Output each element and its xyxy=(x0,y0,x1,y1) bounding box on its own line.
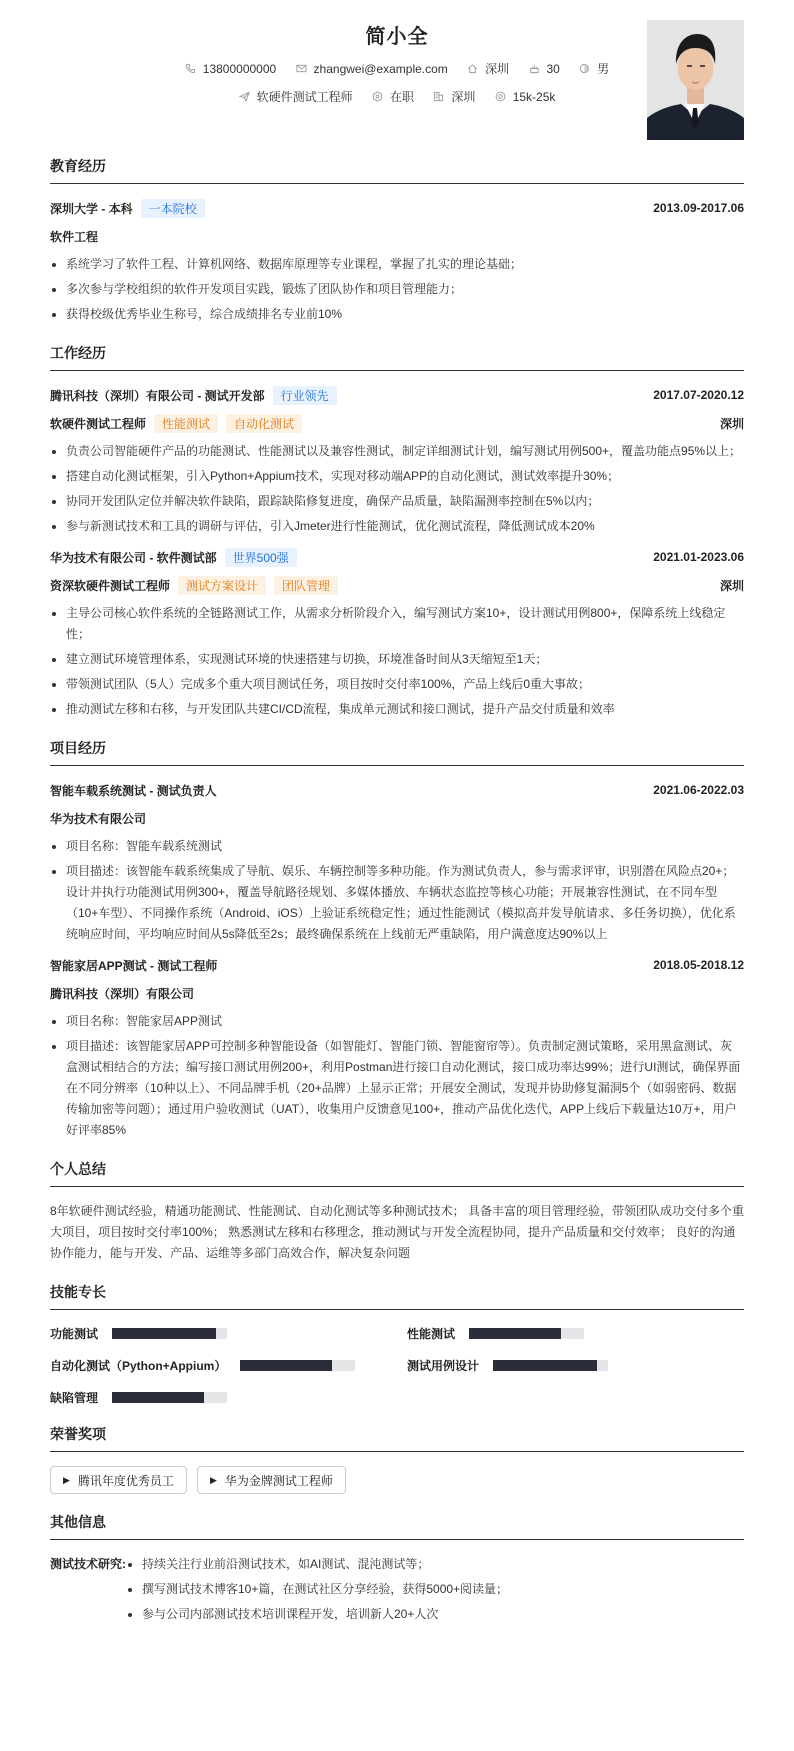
email-text: zhangwei@example.com xyxy=(313,61,448,76)
phone-item xyxy=(185,62,276,76)
resume-header xyxy=(50,0,744,150)
list-item: 参与公司内部测试技术培训课程开发，培训新人20+人次 xyxy=(126,1604,508,1625)
project-date: 2018.05-2018.12 xyxy=(653,958,744,972)
education-bullets xyxy=(50,254,744,325)
other-row xyxy=(50,1554,744,1629)
skill-bar xyxy=(469,1328,584,1339)
list-item: 项目名称：智能车载系统测试 xyxy=(50,836,744,857)
contact-line xyxy=(50,60,744,77)
building-icon xyxy=(433,91,444,102)
role-name: 资深软硬件测试工程师 xyxy=(50,578,171,593)
candidate-name: 简小全 xyxy=(365,26,429,48)
award-label: 腾讯年度优秀员工 xyxy=(77,1473,174,1488)
status-item xyxy=(372,88,414,105)
skill-item xyxy=(407,1324,744,1342)
list-item: 项目名称：智能家居APP测试 xyxy=(50,1011,744,1032)
mail-icon xyxy=(296,63,307,74)
skill-item xyxy=(50,1324,387,1342)
education-date: 2013.09-2017.06 xyxy=(653,201,744,215)
skill-bar-fill xyxy=(469,1328,561,1339)
other-bullets xyxy=(126,1554,508,1629)
role-name: 软硬件测试工程师 xyxy=(50,416,147,431)
list-item: 参与新测试技术和工具的调研与评估，引入Jmeter进行性能测试，优化测试流程，降低测试成本20% xyxy=(50,516,744,537)
skill-name: 自动化测试（Python+Appium） xyxy=(50,1358,227,1373)
summary-text: 8年软硬件测试经验，精通功能测试、性能测试、自动化测试等多种测试技术； 具备丰富的项目管理经验，带领团队成功交付多个重大项目，项目按时交付率100%； 熟悉测试左移和右移理念，推动测试与开发全流程协同，提升产品质量和交付效率； 良好的沟通协作能力，能与开发、产品、运维等多部门高效合作，解决复杂问题 xyxy=(50,1204,745,1260)
other-title: 其他信息 xyxy=(50,1512,744,1540)
skill-bar-fill xyxy=(240,1360,332,1371)
skill-name: 缺陷管理 xyxy=(50,1390,99,1405)
list-item: 搭建自动化测试框架，引入Python+Appium技术，实现对移动端APP的自动化测试，测试效率提升30%； xyxy=(50,466,744,487)
summary-section xyxy=(50,1159,744,1264)
skill-bar-fill xyxy=(112,1392,204,1403)
project-row xyxy=(50,780,744,800)
company-tag: 世界500强 xyxy=(225,548,297,567)
target-city-text: 深圳 xyxy=(451,90,476,104)
list-item: 项目描述：该智能家居APP可控制多种智能设备（如智能灯、智能门锁、智能窗帘等）。负责制定测试策略，采用黑盒测试、灰盒测试相结合的方法；编写接口测试用例200+，利用Postman进行接口自动化测试，接口成功率达99%；进行UI测试，确保界面在不同分辨率（10种以上）、不同品牌手机（20+品牌）上显示正常；开展安全测试，发现并协助修复漏洞5个（如弱密码、数据传输加密等问题）；通过用户验收测试（UAT），收集用户反馈意见100+，推动产品优化迭代，APP上线后下载量达10万+，用户好评率85% xyxy=(50,1036,744,1141)
company-name: 华为技术有限公司 - 软件测试部 xyxy=(50,550,217,565)
email-item xyxy=(296,62,448,76)
city-item xyxy=(467,60,509,77)
work-city: 深圳 xyxy=(719,416,744,431)
age-item xyxy=(529,62,560,76)
skill-bar xyxy=(112,1392,227,1403)
skill-name: 性能测试 xyxy=(407,1326,456,1341)
skill-bar xyxy=(112,1328,227,1339)
skill-bar xyxy=(240,1360,355,1371)
education-section xyxy=(50,156,744,325)
home-icon xyxy=(467,63,478,74)
project-name: 智能车载系统测试 - 测试负责人 xyxy=(50,783,217,798)
triangle-right-icon: ▶ xyxy=(209,1474,217,1485)
school-name: 深圳大学 - 本科 xyxy=(50,201,133,216)
project-row xyxy=(50,955,744,975)
job-intent-line xyxy=(50,88,744,105)
work-date: 2021.01-2023.06 xyxy=(653,550,744,564)
project-bullets xyxy=(50,1011,744,1141)
role-row xyxy=(50,575,744,595)
role-tag: 团队管理 xyxy=(274,576,338,595)
skills-grid xyxy=(50,1324,744,1406)
work-row xyxy=(50,385,744,405)
project-date: 2021.06-2022.03 xyxy=(653,783,744,797)
work-date: 2017.07-2020.12 xyxy=(653,388,744,402)
work-row xyxy=(50,547,744,567)
position-text: 软硬件测试工程师 xyxy=(256,90,353,104)
role-row xyxy=(50,413,744,433)
skill-item xyxy=(407,1356,744,1374)
projects-section xyxy=(50,738,744,1141)
age-icon xyxy=(529,63,540,74)
gender-text: 男 xyxy=(597,62,610,76)
work-title: 工作经历 xyxy=(50,343,744,371)
awards-section xyxy=(50,1424,744,1494)
skill-bar-fill xyxy=(112,1328,216,1339)
other-label: 测试技术研究: xyxy=(50,1557,126,1571)
skills-title: 技能专长 xyxy=(50,1282,744,1310)
list-item: 带领测试团队（5人）完成多个重大项目测试任务，项目按时交付率100%，产品上线后0重大事故； xyxy=(50,674,744,695)
project-company: 华为技术有限公司 xyxy=(50,812,147,826)
work-bullets xyxy=(50,441,744,537)
role-tag: 性能测试 xyxy=(154,414,218,433)
summary-title: 个人总结 xyxy=(50,1159,744,1187)
company-name: 腾讯科技（深圳）有限公司 - 测试开发部 xyxy=(50,388,265,403)
skill-name: 功能测试 xyxy=(50,1326,99,1341)
role-tag: 自动化测试 xyxy=(226,414,302,433)
major-name: 软件工程 xyxy=(50,230,99,244)
gender-item xyxy=(579,60,609,77)
list-item: 撰写测试技术博客10+篇，在测试社区分享经验，获得5000+阅读量； xyxy=(126,1579,508,1600)
triangle-right-icon: ▶ xyxy=(63,1474,70,1485)
list-item: 主导公司核心软件系统的全链路测试工作，从需求分析阶段介入，编写测试方案10+，设计测试用例800+，保障系统上线稳定性； xyxy=(50,603,744,645)
project-bullets xyxy=(50,836,744,945)
salary-icon xyxy=(495,91,506,102)
send-icon xyxy=(239,91,250,102)
project-company: 腾讯科技（深圳）有限公司 xyxy=(50,987,195,1001)
other-section xyxy=(50,1512,744,1629)
work-section xyxy=(50,343,744,720)
list-item: 多次参与学校组织的软件开发项目实践，锻炼了团队协作和项目管理能力； xyxy=(50,279,744,300)
skill-bar-fill xyxy=(493,1360,597,1371)
award-chip xyxy=(50,1466,187,1494)
school-tag: 一本院校 xyxy=(141,199,205,218)
city-text: 深圳 xyxy=(485,62,510,76)
list-item: 持续关注行业前沿测试技术，如AI测试、混沌测试等； xyxy=(126,1554,508,1575)
salary-item xyxy=(495,90,556,104)
awards-list xyxy=(50,1466,744,1494)
award-label: 华为金牌测试工程师 xyxy=(224,1473,333,1488)
awards-title: 荣誉奖项 xyxy=(50,1424,744,1452)
list-item: 协同开发团队定位并解决软件缺陷，跟踪缺陷修复进度，确保产品质量，缺陷漏测率控制在5%以内； xyxy=(50,491,744,512)
list-item: 推动测试左移和右移，与开发团队共建CI/CD流程，集成单元测试和接口测试，提升产品交付质量和效率 xyxy=(50,699,744,720)
work-bullets xyxy=(50,603,744,720)
status-icon xyxy=(372,91,383,102)
skill-item xyxy=(50,1388,387,1406)
skill-item xyxy=(50,1356,387,1374)
skill-bar xyxy=(493,1360,608,1371)
status-text: 在职 xyxy=(389,90,414,104)
list-item: 系统学习了软件工程、计算机网络、数据库原理等专业课程，掌握了扎实的理论基础； xyxy=(50,254,744,275)
list-item: 建立测试环境管理体系，实现测试环境的快速搭建与切换，环境准备时间从3天缩短至1天； xyxy=(50,649,744,670)
phone-text: 13800000000 xyxy=(202,61,277,76)
age-text: 30 xyxy=(546,61,560,76)
gender-icon xyxy=(579,63,590,74)
list-item: 获得校级优秀毕业生称号，综合成绩排名专业前10% xyxy=(50,304,744,325)
projects-title: 项目经历 xyxy=(50,738,744,766)
project-name: 智能家居APP测试 - 测试工程师 xyxy=(50,958,218,973)
role-tag: 测试方案设计 xyxy=(178,576,266,595)
target-city-item xyxy=(433,88,475,105)
photo-avatar xyxy=(647,20,744,140)
skill-name: 测试用例设计 xyxy=(407,1358,480,1373)
position-item xyxy=(239,88,353,105)
list-item: 项目描述：该智能车载系统集成了导航、娱乐、车辆控制等多种功能。作为测试负责人，参与需求评审，识别潜在风险点20+；设计并执行功能测试用例300+，覆盖导航路径规划、多媒体播放、车辆状态监控等核心功能；开展兼容性测试，在不同车型（10+车型）、不同操作系统（Android、iOS）上验证系统稳定性；通过性能测试（模拟高并发导航请求、多任务切换），优化系统响应时间，平均响应时间从5s降低至2s；最终确保系统在上线前无严重缺陷，用户满意度达90%以上 xyxy=(50,861,744,945)
skills-section xyxy=(50,1282,744,1406)
salary-text: 15k-25k xyxy=(512,89,556,104)
award-chip xyxy=(197,1466,346,1494)
education-title: 教育经历 xyxy=(50,156,744,184)
education-row xyxy=(50,198,744,218)
work-city: 深圳 xyxy=(719,578,744,593)
list-item: 负责公司智能硬件产品的功能测试、性能测试以及兼容性测试，制定详细测试计划，编写测试用例500+，覆盖功能点95%以上； xyxy=(50,441,744,462)
phone-icon xyxy=(185,63,196,74)
company-tag: 行业领先 xyxy=(273,386,337,405)
